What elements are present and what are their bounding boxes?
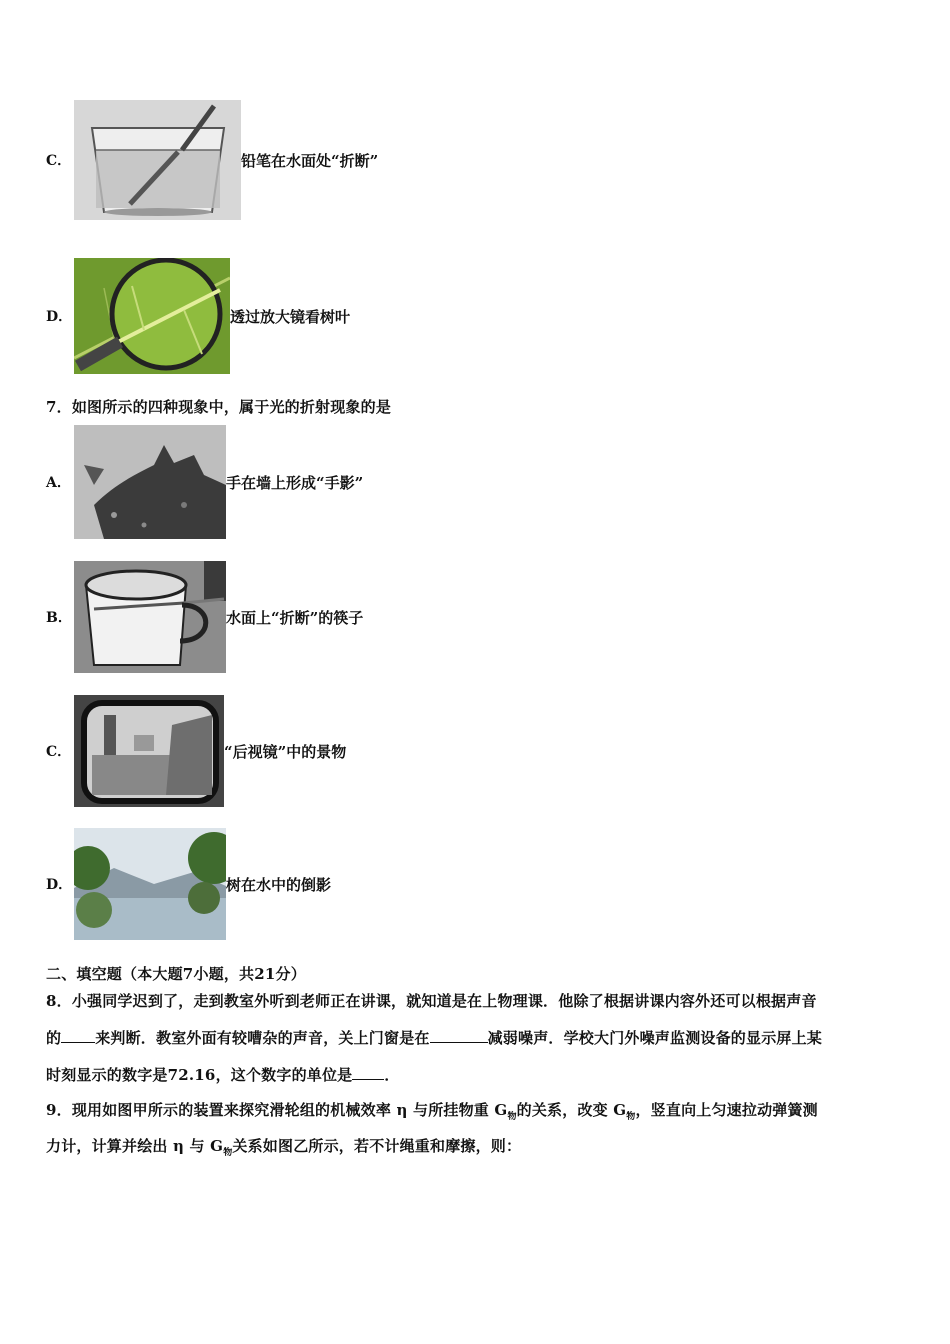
option-row (46, 561, 363, 673)
subscript: 物 (223, 1148, 233, 1158)
question-text: 减弱噪声．学校大门外噪声监测设备的显示屏上某 (487, 1029, 823, 1047)
option-letter: D． (46, 877, 73, 893)
tree-reflection-photo (74, 828, 226, 940)
option-caption: 铅笔在水面处“折断” (241, 151, 379, 170)
section-heading: 二、填空题（本大题7小题，共21分） (46, 965, 306, 983)
question-text: 的关系，改变 G (516, 1101, 627, 1119)
option-letter: D． (46, 309, 73, 325)
option-letter: C． (46, 744, 72, 760)
option-row (46, 695, 346, 807)
option-caption: 透过放大镜看树叶 (230, 307, 351, 326)
question-text: ． (384, 1066, 400, 1084)
chopsticks-cup-photo (74, 561, 226, 673)
option-caption: 手在墙上形成“手影” (226, 473, 364, 492)
pencil-in-glass-photo (74, 100, 241, 220)
option-letter: A． (46, 475, 71, 491)
question-7-stem: 7．如图所示的四种现象中，属于光的折射现象的是 (46, 398, 392, 416)
magnifier-leaf-photo (74, 258, 230, 374)
answer-blank[interactable] (430, 1028, 488, 1043)
hand-shadow-photo (74, 425, 226, 539)
answer-blank[interactable] (61, 1028, 95, 1043)
question-text: ，竖直向上匀速拉动弹簧测 (635, 1101, 818, 1119)
question-9-line-2 (46, 1135, 521, 1158)
question-8-line-3 (46, 1064, 400, 1085)
question-9-line-1 (46, 1099, 818, 1122)
question-8-line-2 (46, 1027, 822, 1048)
question-text: 9．现用如图甲所示的装置来探究滑轮组的机械效率 η 与所挂物重 G (46, 1101, 508, 1119)
question-text: 力计，计算并绘出 η 与 G (46, 1137, 224, 1155)
question-text: 来判断．教室外面有较嘈杂的声音，关上门窗是在 (95, 1029, 430, 1047)
question-text: 关系如图乙所示，若不计绳重和摩擦，则： (232, 1137, 522, 1155)
option-caption: “后视镜”中的景物 (224, 742, 347, 761)
question-text: 的 (46, 1029, 62, 1047)
option-row (46, 828, 331, 940)
option-row (46, 258, 350, 374)
option-letter: B． (46, 610, 72, 626)
option-row (46, 425, 363, 539)
option-row (46, 100, 378, 220)
answer-blank[interactable] (352, 1065, 384, 1080)
question-8-line-1: 8．小强同学迟到了，走到教室外听到老师正在讲课，就知道是在上物理课．他除了根据讲课内容外还可以根据声音 (46, 992, 817, 1010)
subscript: 物 (626, 1112, 636, 1122)
option-letter: C． (46, 153, 72, 169)
option-caption: 树在水中的倒影 (226, 875, 332, 894)
question-text: 时刻显示的数字是72.16，这个数字的单位是 (46, 1066, 353, 1084)
option-caption: 水面上“折断”的筷子 (226, 608, 364, 627)
subscript: 物 (507, 1112, 517, 1122)
rearview-mirror-photo (74, 695, 224, 807)
